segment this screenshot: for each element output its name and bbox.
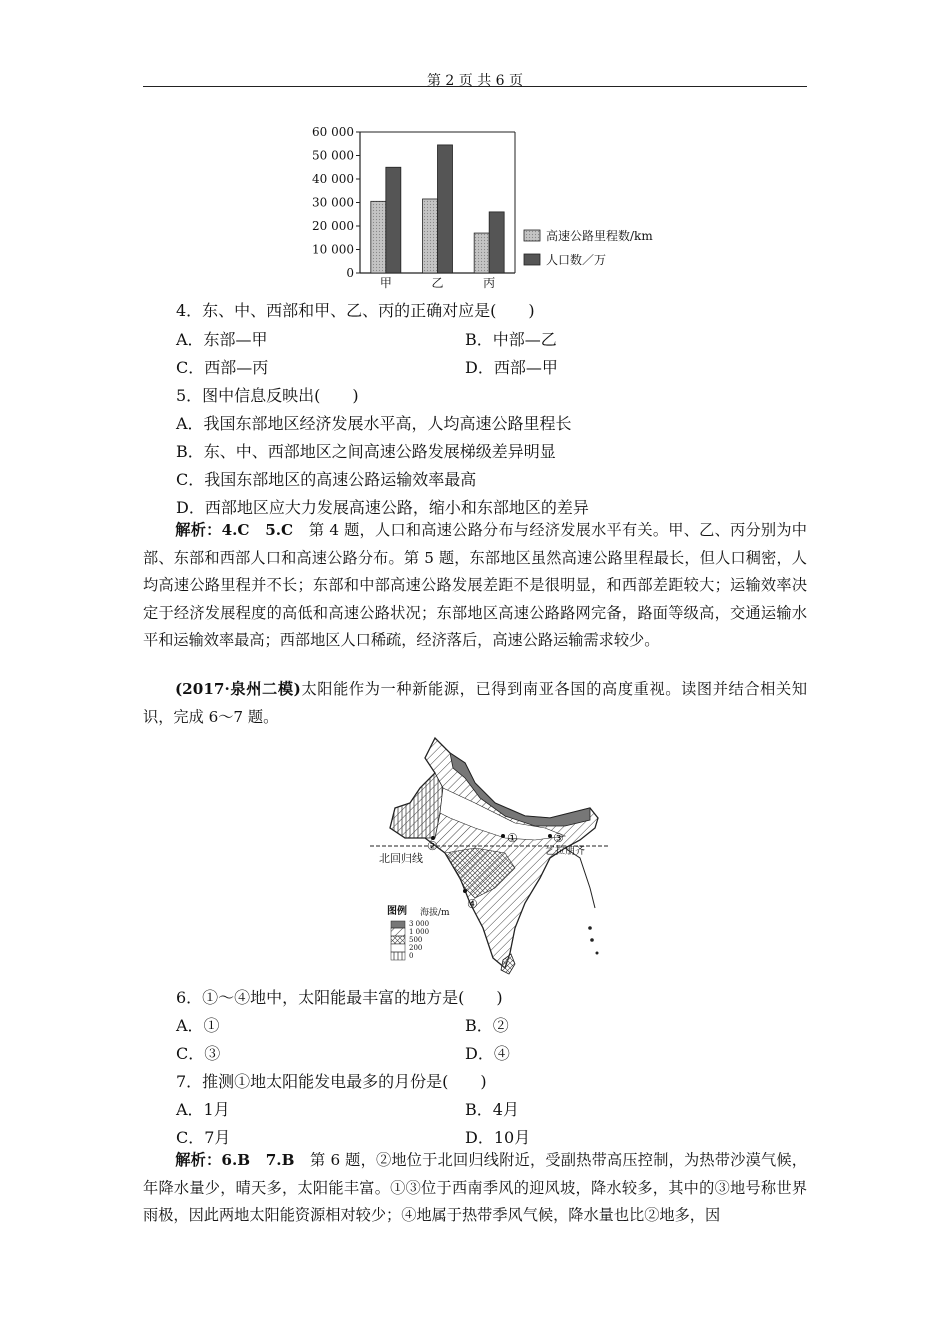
legend-title: 图例 [387,906,407,917]
y-tick-label: 20 000 [312,219,354,233]
legend-unit: 海拔/m [420,908,450,918]
analysis-4-5-text: 第 4 题，人口和高速公路分布与经济发展水平有关。甲、乙、丙分别为中部、东部和西部人口和高速公路分布。第 5 题，东部地区虽然高速公路里程最长，但人口稠密，人均高速公路里程并不长；东部和中部高速公路发展差距不是很明显，和西部差距较大；运输效率决定于经济发展程度的高低和高速公路状况；东部地区高速公路路网完备，路面等级高，交通运输水平和运输效率最高；西部地区人口稀疏，经济落后，高速公路运输需求较少。 [143,521,807,649]
q5-option-b[interactable]: B．东、中、西部地区之间高速公路发展梯级差异明显 [176,442,556,461]
q5-stem: 5．图中信息反映出( ) [176,386,359,405]
q5-option-a[interactable]: A．我国东部地区经济发展水平高，人均高速公路里程长 [176,414,572,433]
intro-text: 太阳能作为一种新能源，已得到南亚各国的高度重视。读图并结合相关知识，完成 6～7 题。 [143,680,808,726]
legend-swatch-1 [524,254,540,265]
y-tick-label: 50 000 [312,148,354,163]
q4-option-b[interactable]: B．中部—乙 [465,330,557,349]
legend-level-5: 0 [409,952,414,960]
q4-option-a[interactable]: A．东部—甲 [176,330,268,349]
q6-option-c[interactable]: C．③ [176,1044,221,1063]
marker-3: ③ [553,831,564,845]
q5-option-d[interactable]: D．西部地区应大力发展高速公路，缩小和东部地区的差异 [176,498,589,517]
intro-6-7 [143,676,807,731]
bar-chart [300,122,700,292]
q6-option-b[interactable]: B．② [465,1016,509,1035]
q7-option-b[interactable]: B．4月 [465,1100,519,1119]
legend-label-1: 人口数／万 [546,253,607,267]
y-tick-label: 10 000 [312,242,354,257]
analysis-6-7-text: 第 6 题，②地位于北回归线附近，受副热带高压控制，为热带沙漠气候，年降水量少，晴天多，太阳能丰富。①③位于西南季风的迎风坡，降水较多，其中的③地号称世界雨极，因此两地太阳能资源相对较少；④地属于热带季风气候，降水量也比②地多，因 [143,1151,807,1224]
q4-option-d[interactable]: D．西部—甲 [465,358,558,377]
analysis-6-7 [143,1147,807,1230]
analysis-4-5 [143,517,807,655]
bar-highway-1 [423,199,438,273]
q5-option-c[interactable]: C．我国东部地区的高速公路运输效率最高 [176,470,477,489]
bar-population-1 [438,145,453,273]
legend-level-4: 200 [409,944,423,952]
tropic-label: 北回归线 [379,852,423,865]
legend-label-0: 高速公路里程数/km [546,229,653,243]
x-category-label: 甲 [379,276,392,290]
bar-highway-0 [371,201,386,273]
y-tick-label: 30 000 [312,195,354,210]
legend-level-2: 1 000 [409,928,430,936]
south-asia-map [365,728,615,978]
analysis-6-7-label: 解析：6.B 7.B [175,1151,295,1169]
q7-option-a[interactable]: A．1月 [176,1100,230,1119]
bar-highway-2 [474,233,489,273]
page-header: 第 2 页 共 6 页 [426,73,524,89]
y-tick-label: 40 000 [312,172,354,186]
q7-stem: 7．推测①地太阳能发电最多的月份是( ) [176,1072,487,1091]
legend-swatch-0 [524,230,540,241]
q4-stem: 4．东、中、西部和甲、乙、丙的正确对应是( ) [176,301,535,320]
bar-population-2 [489,212,504,273]
bar-population-0 [386,167,401,273]
q4-option-c[interactable]: C．西部—丙 [176,358,269,377]
q6-stem: 6．①～④地中，太阳能最丰富的地方是( ) [176,988,503,1007]
y-tick-label: 60 000 [312,125,354,139]
q6-option-a[interactable]: A．① [176,1016,220,1035]
marker-4: ④ [467,897,478,911]
marker-1: ① [507,831,518,845]
legend-level-1: 3 000 [409,920,430,928]
x-category-label: 乙 [431,276,444,290]
analysis-4-5-label: 解析：4.C 5.C [175,521,294,539]
city-label: 乞拉朋齐 [545,846,585,857]
q6-option-d[interactable]: D．④ [465,1044,510,1063]
q7-option-c[interactable]: C．7月 [176,1128,231,1147]
legend-level-3: 500 [409,936,423,944]
y-tick-label: 0 [346,266,354,280]
x-category-label: 丙 [483,276,496,290]
marker-2: ② [427,839,438,853]
header-rule [143,86,807,87]
intro-source: (2017·泉州二模) [175,680,301,698]
q7-option-d[interactable]: D．10月 [465,1128,531,1147]
